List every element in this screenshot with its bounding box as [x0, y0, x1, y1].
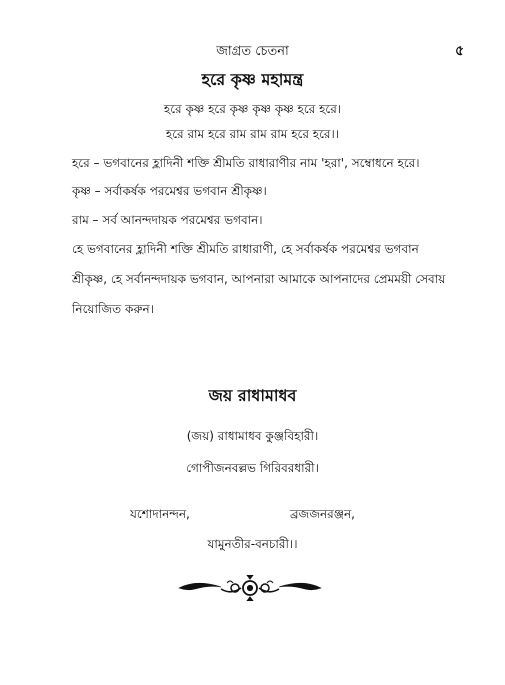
meaning-rama: রাম – সর্ব আনন্দদায়ক পরমেশ্বর ভগবান। — [72, 213, 263, 227]
verse-line-last: যামুনতীর-বনচারী।। — [207, 537, 298, 551]
mantra-line-1: হরে কৃষ্ণ হরে কৃষ্ণ কৃষ্ণ কৃষ্ণ হরে হরে। — [163, 102, 342, 116]
page-number: ৫ — [455, 43, 465, 59]
meaning-hare: হরে – ভগবানের হ্লাদিনী শক্তি শ্রীমতি রাধারাণীর নাম 'হরা', সম্বোধনে হরে। — [72, 156, 420, 170]
section-heading-mahamantra: হরে কৃষ্ণ মহামন্ত্র — [201, 70, 304, 89]
running-header-title: জাগ্রত চেতনা — [216, 44, 289, 59]
prayer-line-3: নিয়োজিত করুন। — [72, 302, 155, 316]
section-heading-jaya-radhamadhava: জয় রাধামাধব — [208, 386, 297, 405]
verse-line-1: (জয়) রাধামাধব কুঞ্জবিহারী। — [186, 429, 319, 443]
prayer-line-2: শ্রীকৃষ্ণ, হে সর্বানন্দদায়ক ভগবান, আপনারা আমাকে আপনাদের প্রেমময়ী সেবায় — [72, 272, 446, 286]
verse-pair-right: ব্রজজনরঞ্জন, — [290, 507, 356, 521]
verse-line-2: গোপীজনবল্লভ গিরিবরধারী। — [186, 461, 319, 475]
prayer-line-1: হে ভগবানের হ্লাদিনী শক্তি শ্রীমতি রাধারাণী, হে সর্বাকর্ষক পরমেশ্বর ভগবান — [72, 242, 419, 256]
verse-pair-left: যশোদানন্দন, — [130, 507, 190, 521]
meaning-krishna: কৃষ্ণ – সর্বাকর্ষক পরমেশ্বর ভগবান শ্রীকৃষ্ণ। — [72, 184, 267, 198]
mantra-line-2: হরে রাম হরে রাম রাম রাম হরে হরে।। — [165, 127, 340, 141]
floral-divider-icon — [175, 575, 325, 601]
